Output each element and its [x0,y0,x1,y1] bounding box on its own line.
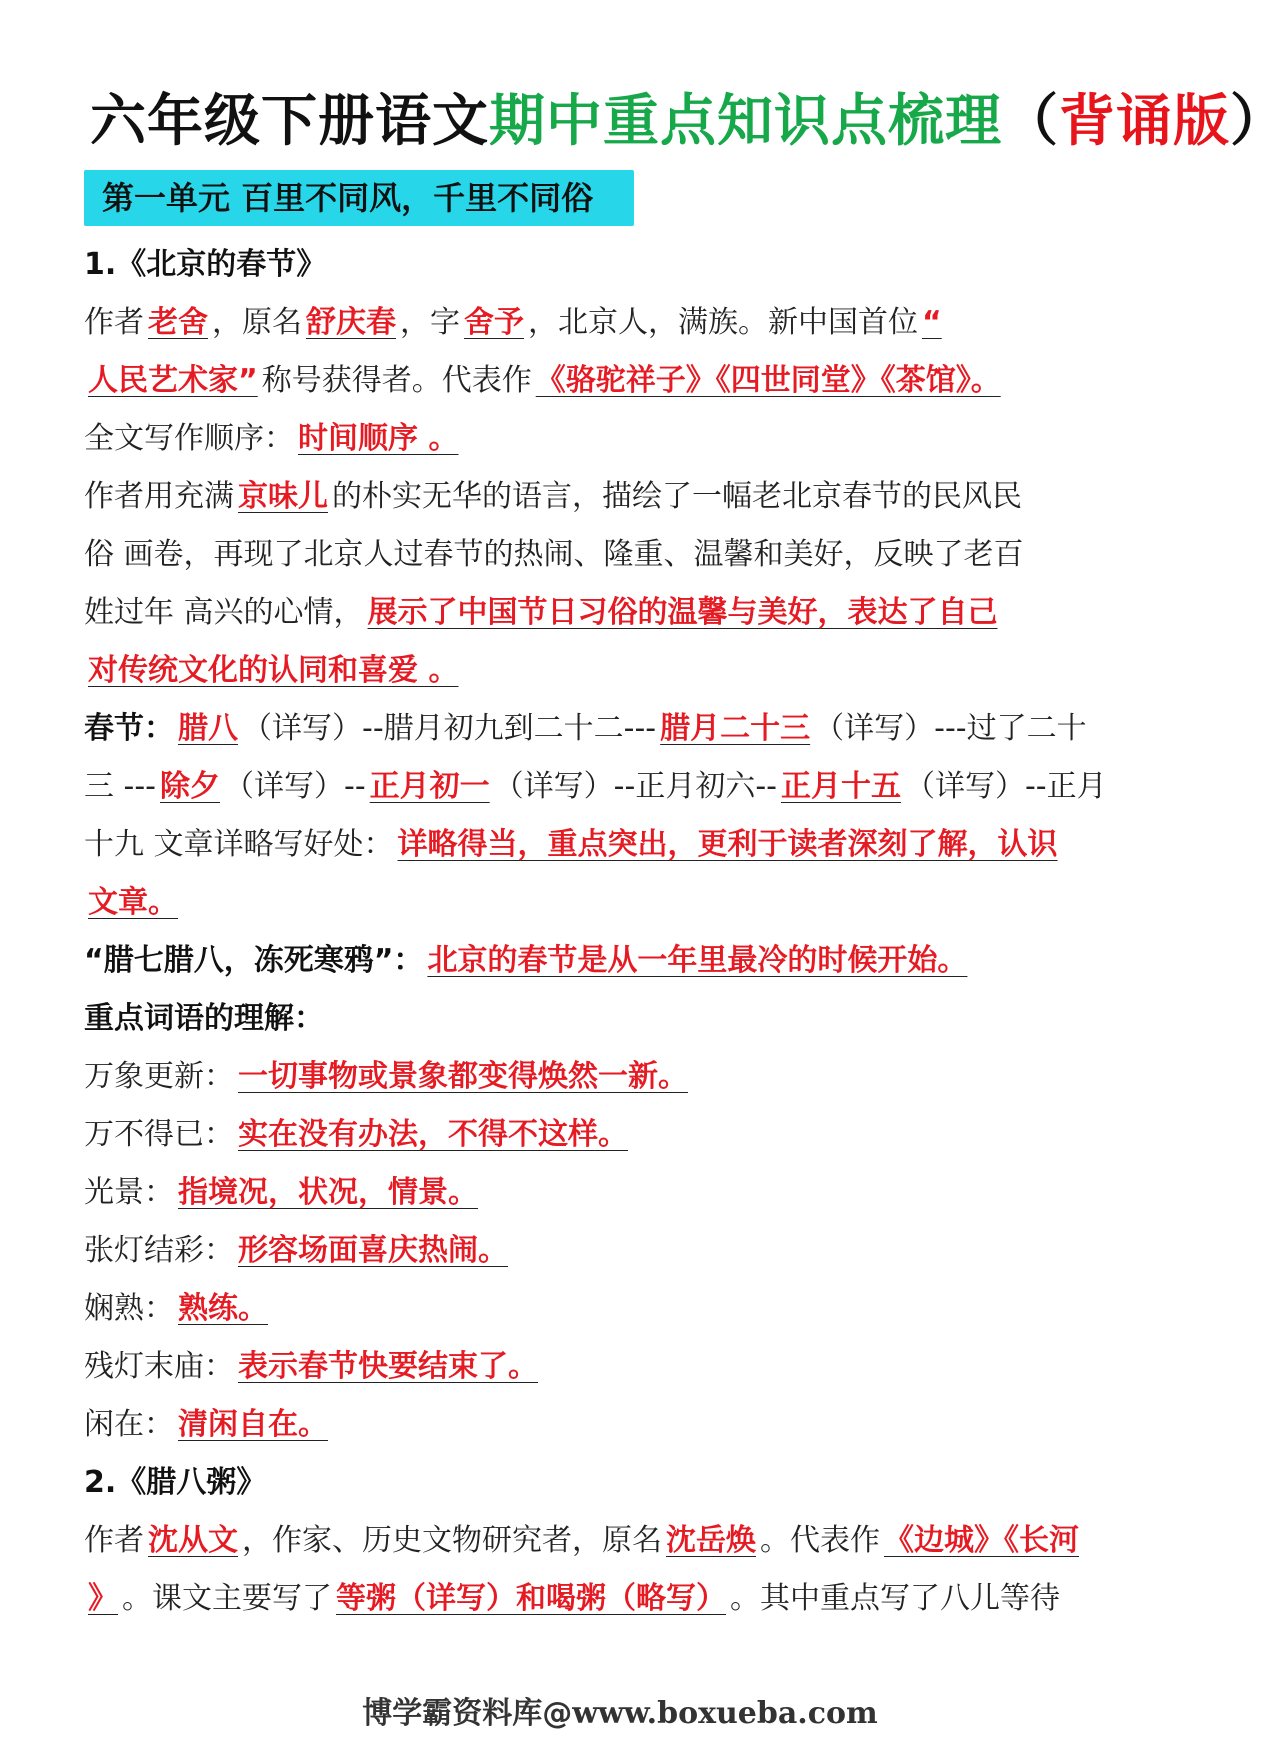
footer-site: 博学霸资料库@ [362,1696,573,1731]
answer-theme: 展示了中国节日习俗的温馨与美好，表达了自己 [367,595,998,630]
lesson1-line12 [84,932,1170,990]
text: （详写）---过了二十 [814,711,1087,746]
lesson1-line6 [84,584,1170,642]
answer-title-start: “ [922,305,942,340]
vocab-meaning: 清闲自在。 [178,1407,328,1442]
answer-content: 等粥（详写）和喝粥（略写） [336,1581,726,1616]
vocab-heading: 重点词语的理解： [84,1001,324,1036]
lesson1-line9 [84,758,1170,816]
vocab-term: 闲在： [84,1407,174,1442]
vocab-item [84,1396,1170,1454]
title-paren-open: （ [1002,89,1059,154]
text: （详写）--腊月初九到二十二--- [242,711,657,746]
vocab-item [84,1338,1170,1396]
text: ，北京人，满族。新中国首位 [528,305,918,340]
vocab-term: 万象更新： [84,1059,234,1094]
answer-eve: 除夕 [160,769,221,804]
lesson1-line4 [84,468,1170,526]
footer-url: www.boxueba.com [572,1696,878,1731]
lesson1-line5: 俗 画卷，再现了北京人过春节的热闹、隆重、温馨和美好，反映了老百 [84,537,1024,572]
answer-author: 老舍 [148,305,208,340]
text: （详写）--正月初六-- [493,769,777,804]
label-proverb: “腊七腊八，冻死寒鸦”： [84,943,424,978]
title-paren-close: ） [1230,89,1287,154]
vocab-meaning: 指境况，状况，情景。 [178,1175,478,1210]
label-spring-festival: 春节： [84,711,174,746]
text: 十九 文章详略写好处： [84,827,394,862]
text: 。课文主要写了 [122,1581,332,1616]
vocab-term: 光景： [84,1175,174,1210]
answer-proverb: 北京的春节是从一年里最冷的时候开始。 [427,943,968,978]
text: 。其中重点写了八儿等待 [730,1581,1060,1616]
answer-author: 沈从文 [148,1523,238,1558]
answer-works-cont: 》 [88,1581,118,1616]
text: 姓过年 高兴的心情， [84,595,364,630]
vocab-item [84,1106,1170,1164]
answer-original-name: 沈岳焕 [666,1523,756,1558]
answer-works: 《边城》《长河 [884,1523,1079,1558]
answer-23rd: 腊月二十三 [660,711,811,746]
lesson1-line8 [84,700,1170,758]
text: ，作家、历史文物研究者，原名 [242,1523,662,1558]
lesson1-line3 [84,410,1170,468]
lesson1-line2 [84,352,1170,410]
answer-original-name: 舒庆春 [306,305,396,340]
lesson1-heading: 1.《北京的春节》 [84,247,327,282]
vocab-item [84,1048,1170,1106]
vocab-item [84,1280,1170,1338]
page-title [90,86,1287,158]
answer-laba: 腊八 [178,711,238,746]
answer-honorary-title: 人民艺术家” [88,363,258,398]
vocab-meaning: 形容场面喜庆热闹。 [238,1233,508,1268]
title-part-topic: 期中重点知识点梳理 [489,89,1002,154]
text: 作者用充满 [84,479,234,514]
text: 三 --- [84,769,157,804]
title-part-grade: 六年级下册语文 [90,89,489,154]
vocab-meaning: 实在没有办法，不得不这样。 [238,1117,628,1152]
lesson1-line1 [84,294,1170,352]
vocab-item [84,1164,1170,1222]
unit-heading: 第一单元 百里不同风，千里不同俗 [102,179,594,217]
answer-courtesy-name: 舍予 [464,305,524,340]
vocab-term: 娴熟： [84,1291,174,1326]
lesson1-line10 [84,816,1170,874]
vocab-meaning: 熟练。 [178,1291,268,1326]
title-part-edition: 背诵版 [1059,89,1230,154]
text: 全文写作顺序： [84,421,294,456]
text: 的朴实无华的语言，描绘了一幅老北京春节的民风民 [332,479,1022,514]
text: ，原名 [212,305,302,340]
lesson2-heading: 2.《腊八粥》 [84,1465,267,1500]
answer-theme-cont: 对传统文化的认同和喜爱 。 [88,653,459,688]
text: 称号获得者。代表作 [261,363,532,398]
lesson1-line7 [84,642,1170,700]
answer-15th: 正月十五 [780,769,901,804]
lesson1-line11 [84,874,1170,932]
document-body [84,236,1170,1628]
vocab-item [84,1222,1170,1280]
answer-first-day: 正月初一 [369,769,490,804]
text: 作者 [84,1523,144,1558]
answer-order: 时间顺序 。 [298,421,459,456]
answer-benefit-cont: 文章。 [88,885,178,920]
answer-benefit: 详略得当，重点突出，更利于读者深刻了解，认识 [397,827,1058,862]
vocab-meaning: 一切事物或景象都变得焕然一新。 [238,1059,688,1094]
vocab-term: 张灯结彩： [84,1233,234,1268]
unit-heading-bar [84,170,634,226]
text: 作者 [84,305,144,340]
text: ，字 [400,305,460,340]
text: （详写）-- [224,769,366,804]
lesson2-line2 [84,1570,1170,1628]
text: （详写）--正月 [904,769,1107,804]
text: 。代表作 [760,1523,880,1558]
answer-works: 《骆驼祥子》《四世同堂》《茶馆》。 [535,363,1001,398]
watermark-footer [0,1688,1240,1732]
vocab-meaning: 表示春节快要结束了。 [238,1349,538,1384]
lesson2-line1 [84,1512,1170,1570]
vocab-term: 残灯末庙： [84,1349,234,1384]
answer-flavor: 京味儿 [238,479,328,514]
vocab-term: 万不得已： [84,1117,234,1152]
